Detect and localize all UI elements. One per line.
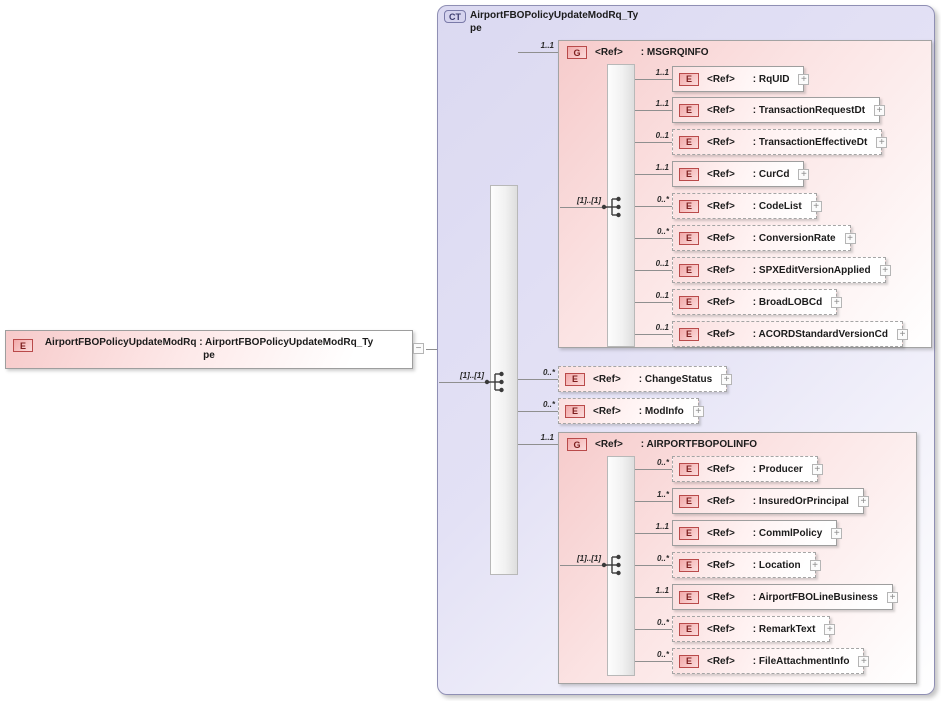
- expand-icon[interactable]: +: [798, 74, 809, 85]
- element-row: [635, 456, 821, 482]
- expand-icon[interactable]: +: [858, 496, 869, 507]
- connector: [635, 129, 672, 155]
- expand-icon[interactable]: +: [824, 624, 835, 635]
- element-box[interactable]: [672, 289, 840, 315]
- ref-label: <Ref>: [707, 296, 735, 308]
- connector: [635, 552, 672, 578]
- expand-icon[interactable]: +: [874, 105, 885, 116]
- expand-icon[interactable]: +: [831, 528, 842, 539]
- ref-label: <Ref>: [595, 47, 623, 58]
- element-row: [635, 648, 867, 674]
- ref-label: <Ref>: [707, 232, 735, 244]
- connector: [635, 520, 672, 546]
- connector-wire: [518, 379, 558, 380]
- element-box[interactable]: [672, 129, 885, 155]
- connector: [635, 257, 672, 283]
- cardinality-label: 1..1: [540, 41, 554, 50]
- element-badge: E: [679, 495, 699, 508]
- connector: [635, 161, 672, 187]
- ref-label: <Ref>: [707, 463, 735, 475]
- complex-type-title-line2: pe: [470, 23, 482, 34]
- connector-wire: [635, 302, 672, 303]
- connector: [635, 97, 672, 123]
- connector-wire: [635, 597, 672, 598]
- cardinality-label: 0..*: [656, 195, 669, 204]
- ref-label: <Ref>: [707, 527, 735, 539]
- connector-wire: [635, 110, 672, 111]
- ref-label: <Ref>: [707, 623, 735, 635]
- group-badge: G: [567, 46, 587, 59]
- element-box[interactable]: [672, 321, 906, 347]
- element-box[interactable]: [672, 520, 840, 546]
- connector-wire: [635, 142, 672, 143]
- collapse-icon[interactable]: −: [413, 343, 424, 354]
- connector: [518, 398, 558, 424]
- connector-wire: [635, 206, 672, 207]
- element-row: [635, 289, 840, 315]
- element-box[interactable]: [558, 398, 702, 424]
- complex-type-box: [437, 5, 935, 695]
- connector: [635, 488, 672, 514]
- group-name: : MSGRQINFO: [640, 47, 709, 58]
- cardinality-label: 0..1: [655, 323, 669, 332]
- element-box[interactable]: [672, 193, 820, 219]
- ref-label: <Ref>: [707, 495, 735, 507]
- element-name: : ModInfo: [638, 405, 684, 417]
- group-box-msgrqinfo: [558, 40, 932, 348]
- cardinality-label: 1..1: [655, 68, 669, 77]
- connector-wire: [635, 238, 672, 239]
- cardinality-label: 1..*: [656, 490, 669, 499]
- expand-icon[interactable]: +: [880, 265, 891, 276]
- element-row: [635, 257, 889, 283]
- element-name: : RqUID: [752, 73, 790, 85]
- element-row: [635, 97, 883, 123]
- expand-icon[interactable]: +: [721, 374, 732, 385]
- ref-label: <Ref>: [707, 104, 735, 116]
- ref-label: <Ref>: [593, 373, 621, 385]
- element-badge: E: [13, 339, 33, 352]
- element-badge: E: [679, 623, 699, 636]
- group-header[interactable]: [567, 46, 709, 59]
- root-element-title-line2: pe: [203, 350, 215, 361]
- element-badge: E: [679, 559, 699, 572]
- complex-type-title: [470, 9, 638, 35]
- element-row: [635, 520, 840, 546]
- cardinality-label: 1..1: [655, 522, 669, 531]
- element-name: : CommlPolicy: [752, 527, 823, 539]
- connector: [635, 225, 672, 251]
- connector-wire: [635, 565, 672, 566]
- cardinality-label: 1..1: [655, 163, 669, 172]
- element-badge: E: [679, 168, 699, 181]
- element-box[interactable]: [672, 161, 807, 187]
- group-box-airportfbopolinfo: [558, 432, 917, 684]
- cardinality-label: 0..*: [656, 650, 669, 659]
- element-row: [635, 66, 807, 92]
- cardinality-label: 0..1: [655, 131, 669, 140]
- element-box[interactable]: [672, 648, 867, 674]
- connector-wire: [518, 411, 558, 412]
- connector-wire: [518, 52, 558, 53]
- complex-type-title-line1: AirportFBOPolicyUpdateModRq_Ty: [470, 10, 639, 21]
- expand-icon[interactable]: +: [810, 560, 821, 571]
- connector-wire: [635, 661, 672, 662]
- root-element-box[interactable]: [5, 330, 413, 369]
- connector-wire: [635, 629, 672, 630]
- cardinality-label: 0..*: [656, 554, 669, 563]
- element-name: : InsuredOrPrincipal: [752, 495, 849, 507]
- cardinality-label: 1..1: [655, 586, 669, 595]
- connector-wire: [635, 533, 672, 534]
- connector: [635, 321, 672, 347]
- connector: [518, 366, 558, 392]
- expand-icon[interactable]: +: [812, 464, 823, 475]
- ref-label: <Ref>: [595, 439, 623, 450]
- connector-wire: [635, 501, 672, 502]
- expand-icon[interactable]: +: [831, 297, 842, 308]
- connector: [635, 289, 672, 315]
- expand-icon[interactable]: +: [897, 329, 908, 340]
- element-badge: E: [679, 104, 699, 117]
- expand-icon[interactable]: +: [876, 137, 887, 148]
- element-row: [635, 552, 816, 578]
- cardinality-label: 1..1: [540, 433, 554, 442]
- sequence-icon[interactable]: [600, 553, 626, 577]
- connector: [635, 616, 672, 642]
- expand-icon[interactable]: +: [845, 233, 856, 244]
- element-row: [518, 398, 702, 424]
- element-badge: E: [565, 373, 585, 386]
- ref-label: <Ref>: [707, 655, 735, 667]
- sequence-icon[interactable]: [600, 195, 626, 219]
- element-box[interactable]: [672, 97, 883, 123]
- expand-icon[interactable]: +: [693, 406, 704, 417]
- ref-label: <Ref>: [707, 136, 735, 148]
- connector: [635, 193, 672, 219]
- cardinality-label: 0..*: [542, 368, 555, 377]
- element-row: [635, 129, 885, 155]
- element-box[interactable]: [558, 366, 730, 392]
- ref-label: <Ref>: [593, 405, 621, 417]
- element-name: : FileAttachmentInfo: [752, 655, 850, 667]
- group-badge: G: [567, 438, 587, 451]
- element-badge: E: [679, 591, 699, 604]
- element-badge: E: [679, 655, 699, 668]
- element-badge: E: [679, 200, 699, 213]
- element-row: [518, 366, 730, 392]
- element-name: : AirportFBOLineBusiness: [752, 591, 878, 603]
- expand-icon[interactable]: +: [798, 169, 809, 180]
- element-box[interactable]: [672, 488, 867, 514]
- group-name: : AIRPORTFBOPOLINFO: [640, 439, 758, 450]
- connector: [635, 584, 672, 610]
- cardinality-label: 0..*: [656, 458, 669, 467]
- element-name: : BroadLOBCd: [752, 296, 823, 308]
- ref-label: <Ref>: [707, 591, 735, 603]
- element-badge: E: [679, 264, 699, 277]
- element-badge: E: [679, 463, 699, 476]
- element-badge: E: [679, 527, 699, 540]
- element-badge: E: [679, 73, 699, 86]
- element-name: : Producer: [752, 463, 803, 475]
- expand-icon[interactable]: +: [887, 592, 898, 603]
- element-box[interactable]: [672, 257, 889, 283]
- connector-wire: [426, 349, 437, 350]
- element-badge: E: [565, 405, 585, 418]
- element-name: : RemarkText: [752, 623, 816, 635]
- element-name: : Location: [752, 559, 801, 571]
- element-name: : SPXEditVersionApplied: [752, 264, 871, 276]
- connector-wire: [635, 79, 672, 80]
- element-row: [635, 225, 854, 251]
- element-badge: E: [679, 296, 699, 309]
- sequence-icon[interactable]: [483, 370, 509, 394]
- element-row: [635, 321, 906, 347]
- element-row: [635, 584, 896, 610]
- group-header[interactable]: [567, 438, 757, 451]
- cardinality-label: 0..*: [542, 400, 555, 409]
- expand-icon[interactable]: +: [811, 201, 822, 212]
- connector-wire: [635, 334, 672, 335]
- cardinality-label: [1]..[1]: [577, 196, 601, 205]
- expand-icon[interactable]: +: [858, 656, 869, 667]
- element-box[interactable]: [672, 456, 821, 482]
- element-name: : ACORDStandardVersionCd: [752, 328, 888, 340]
- cardinality-label: [1]..[1]: [460, 371, 484, 380]
- element-name: : CodeList: [752, 200, 802, 212]
- connector: [635, 648, 672, 674]
- element-badge: E: [679, 328, 699, 341]
- ref-label: <Ref>: [707, 168, 735, 180]
- cardinality-label: 0..1: [655, 291, 669, 300]
- ref-label: <Ref>: [707, 264, 735, 276]
- cardinality-label: 0..1: [655, 259, 669, 268]
- ref-label: <Ref>: [707, 559, 735, 571]
- cardinality-label: 0..*: [656, 618, 669, 627]
- element-box[interactable]: [672, 552, 816, 578]
- connector: [635, 456, 672, 482]
- connector-wire: [635, 174, 672, 175]
- element-name: : ConversionRate: [752, 232, 836, 244]
- ref-label: <Ref>: [707, 328, 735, 340]
- element-badge: E: [679, 136, 699, 149]
- cardinality-label: [1]..[1]: [577, 554, 601, 563]
- root-element-title: [6, 336, 412, 362]
- element-box[interactable]: [672, 66, 807, 92]
- ref-label: <Ref>: [707, 200, 735, 212]
- element-name: : ChangeStatus: [638, 373, 713, 385]
- connector-wire: [635, 270, 672, 271]
- connector-wire: [635, 469, 672, 470]
- element-row: [635, 616, 833, 642]
- element-name: : CurCd: [752, 168, 790, 180]
- ref-label: <Ref>: [707, 73, 735, 85]
- element-name: : TransactionEffectiveDt: [752, 136, 868, 148]
- element-box[interactable]: [672, 584, 896, 610]
- element-row: [635, 193, 820, 219]
- element-badge: E: [679, 232, 699, 245]
- element-box[interactable]: [672, 616, 833, 642]
- complex-type-badge: CT: [444, 10, 466, 23]
- connector: [635, 66, 672, 92]
- connector-wire: [518, 444, 558, 445]
- element-row: [635, 161, 807, 187]
- cardinality-label: 0..*: [656, 227, 669, 236]
- element-row: [635, 488, 867, 514]
- element-name: : TransactionRequestDt: [752, 104, 866, 116]
- root-element-title-line1: AirportFBOPolicyUpdateModRq : AirportFBOPolicyUpdateModRq_Ty: [44, 337, 374, 348]
- element-box[interactable]: [672, 225, 854, 251]
- cardinality-label: 1..1: [655, 99, 669, 108]
